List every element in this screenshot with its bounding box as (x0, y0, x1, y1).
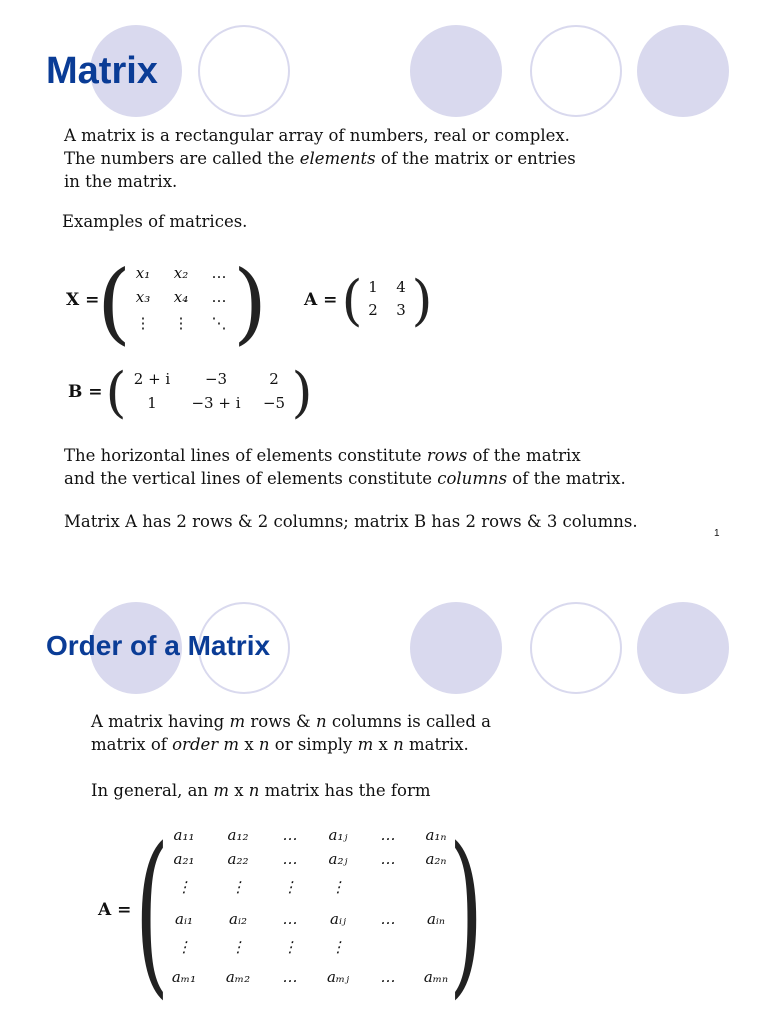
decor-circle-outline (530, 25, 622, 117)
matrix-cell: a₂₁ (173, 850, 195, 868)
matrix-cell: … (380, 826, 396, 844)
emphasis-columns: columns (437, 469, 508, 488)
matrix-cell: … (282, 968, 298, 986)
matrix-b (68, 360, 318, 424)
matrix-cell: a₁₂ (227, 826, 249, 844)
text-line: A matrix having m rows & n columns is called a (91, 712, 491, 731)
matrix-x-label: X = (66, 290, 100, 310)
matrix-cell: 1 (368, 278, 378, 296)
matrix-cell: ⋱ (211, 314, 227, 332)
dimensions-paragraph: Matrix A has 2 rows & 2 columns; matrix B has 2 rows & 3 columns. (64, 512, 638, 531)
left-paren: ( (341, 268, 363, 332)
decor-circle-filled (637, 602, 729, 694)
decor-circle-outline (530, 602, 622, 694)
matrix-cell: … (380, 910, 396, 928)
right-paren: ) (291, 360, 313, 424)
left-paren: ( (134, 809, 170, 1015)
matrix-b-label: B = (68, 382, 103, 402)
slide-title: Order of a Matrix (46, 630, 271, 661)
matrix-cell: ⋮ (282, 938, 298, 956)
definition-paragraph (64, 124, 576, 193)
matrix-cell: x₁ (135, 264, 151, 282)
right-paren: ) (411, 268, 433, 332)
matrix-cell: aₘ₁ (171, 968, 197, 986)
matrix-cell: … (282, 826, 298, 844)
right-paren: ) (232, 250, 268, 354)
matrix-cell: … (380, 850, 396, 868)
rows-columns-paragraph (64, 444, 626, 490)
matrix-cell: 3 (396, 301, 406, 319)
decor-circle-filled (410, 602, 502, 694)
matrix-cell: ⋮ (330, 938, 346, 956)
order-definition-paragraph (91, 710, 491, 756)
matrix-cell: −3 + i (191, 394, 241, 412)
matrix-cell: aᵢ₂ (229, 910, 247, 928)
matrix-cell: aₘ₂ (225, 968, 251, 986)
matrix-cell: … (282, 850, 298, 868)
matrix-cell: … (380, 968, 396, 986)
matrix-x (64, 250, 268, 354)
text-line: A matrix is a rectangular array of numbers, real or complex. (64, 126, 570, 145)
matrix-cell: ⋮ (230, 878, 246, 896)
right-paren: ) (448, 809, 484, 1015)
left-paren: ( (96, 250, 132, 354)
matrix-cell: aₘₙ (423, 968, 449, 986)
slide-title: Matrix (46, 50, 158, 92)
matrix-cell: 2 + i (133, 370, 171, 388)
matrix-cell: aᵢₙ (426, 910, 446, 928)
slide-order-of-matrix (0, 556, 768, 1024)
text-line: In general, an m x n matrix has the form (91, 781, 431, 800)
matrix-cell: a₂ⱼ (328, 850, 348, 868)
matrix-cell: ⋮ (176, 938, 192, 956)
text-line: The numbers are called the elements of the matrix or entries (64, 149, 576, 168)
matrix-cell: … (211, 288, 227, 306)
page-number: 1 (714, 528, 720, 539)
text-line: in the matrix. (64, 172, 178, 191)
matrix-cell: a₁₁ (173, 826, 195, 844)
matrix-cell: … (211, 264, 227, 282)
general-matrix-label: A = (98, 900, 132, 920)
matrix-cell: 4 (396, 278, 406, 296)
matrix-cell: x₃ (135, 288, 151, 306)
decor-circle-outline (198, 25, 290, 117)
examples-heading: Examples of matrices. (62, 212, 248, 231)
emphasis-order: order (172, 735, 219, 754)
emphasis-rows: rows (426, 446, 468, 465)
matrix-cell: 1 (147, 394, 157, 412)
general-form-text (91, 779, 431, 802)
matrix-cell: … (282, 910, 298, 928)
matrix-cell: a₁ⱼ (328, 826, 348, 844)
text-line: The horizontal lines of elements constitute rows of the matrix (64, 446, 581, 465)
left-paren: ( (105, 360, 127, 424)
matrix-cell: 2 (368, 301, 378, 319)
matrix-cell: ⋮ (330, 878, 346, 896)
matrix-a-label: A = (304, 290, 338, 310)
matrix-cell: a₂ₙ (425, 850, 447, 868)
matrix-cell: ⋮ (135, 314, 151, 332)
matrix-cell: −5 (262, 394, 286, 412)
emphasis-elements: elements (299, 149, 376, 168)
matrix-cell: x₄ (173, 288, 189, 306)
matrix-a (304, 268, 434, 332)
text-line: matrix of order m x n or simply m x n matrix. (91, 735, 469, 754)
matrix-cell: 2 (269, 370, 279, 388)
matrix-cell: aₘⱼ (326, 968, 350, 986)
decor-circle-filled (410, 25, 502, 117)
matrix-cell: ⋮ (176, 878, 192, 896)
matrix-cell: ⋮ (230, 938, 246, 956)
matrix-cell: aᵢⱼ (330, 910, 346, 928)
matrix-cell: a₂₂ (227, 850, 249, 868)
text-line: and the vertical lines of elements constitute columns of the matrix. (64, 469, 626, 488)
matrix-cell: ⋮ (173, 314, 189, 332)
matrix-cell: x₂ (173, 264, 189, 282)
matrix-cell: a₁ₙ (425, 826, 447, 844)
matrix-cell: ⋮ (282, 878, 298, 896)
decor-circle-filled (637, 25, 729, 117)
matrix-cell: −3 (204, 370, 228, 388)
general-matrix-a (98, 809, 484, 1015)
matrix-cell: aᵢ₁ (175, 910, 193, 928)
